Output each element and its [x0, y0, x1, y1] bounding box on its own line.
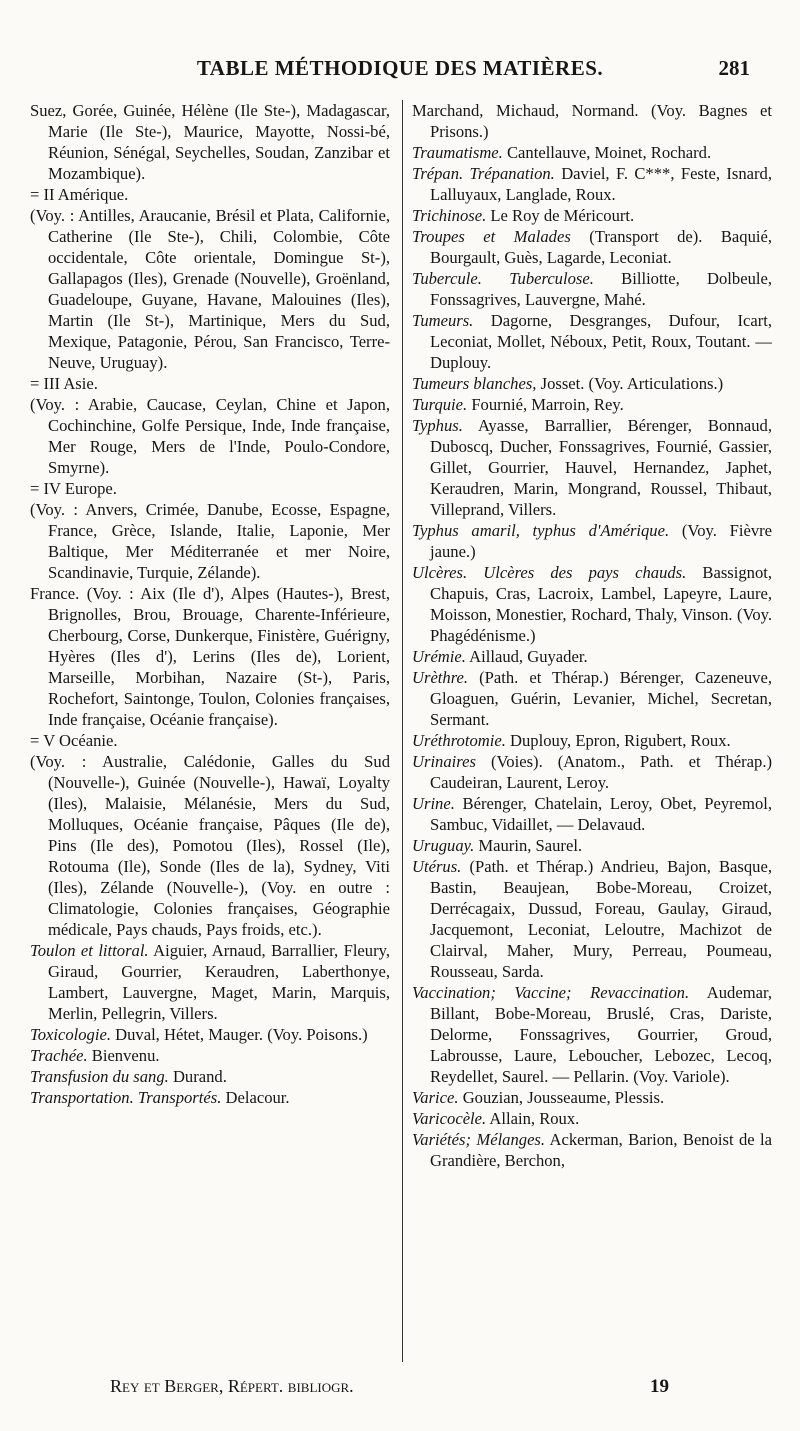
index-entry [412, 142, 772, 163]
entry-topic: Urine. [412, 794, 455, 813]
entry-text: Aiguier, Arnaud, Barrallier, Fleury, Giraud, Gourrier, Keraudren, Laberthonye, Lambert, Lauvergne, Maget, Marin, Marquis, Merlin, Pellegrin, Villers. [48, 941, 390, 1023]
index-entry [30, 940, 390, 1024]
entry-topic: Varice. [412, 1088, 459, 1107]
entry-text: Ayasse, Barrallier, Bérenger, Bonnaud, Duboscq, Ducher, Fonssagrives, Fournié, Gassier, Gillet, Gourrier, Hauvel, Hernandez, Japhet, Keraudren, Marin, Mongrand, Roussel, Thibaut, Villeprand, Villers. [430, 416, 772, 519]
entry-topic: Variétés; Mélanges. [412, 1130, 546, 1149]
entry-topic: Toulon et littoral. [30, 941, 149, 960]
index-entry [30, 100, 390, 184]
entry-text: Allain, Roux. [489, 1109, 580, 1128]
index-entry [30, 1087, 390, 1108]
entry-text: Duplouy, Epron, Rigubert, Roux. [510, 731, 731, 750]
entry-text: Ackerman, Barion, Benoist de la Grandière, Berchon, [430, 1130, 772, 1170]
right-column [412, 100, 772, 1365]
index-entry [412, 415, 772, 520]
entry-text: Daviel, F. C***, Feste, Isnard, Lalluyaux, Langlade, Roux. [430, 164, 772, 204]
page-number: 281 [718, 56, 750, 80]
index-entry [412, 730, 772, 751]
entry-topic: Urinaires [412, 752, 476, 771]
entry-topic: Typhus amaril, typhus d'Amérique. [412, 521, 670, 540]
index-entry [412, 667, 772, 730]
index-entry [30, 583, 390, 730]
entry-text: (Voy. : Anvers, Crimée, Danube, Ecosse, Espagne, France, Grèce, Islande, Italie, Laponie, Mer Baltique, Mer Méditerranée et mer Noire, Scandinavie, Turquie, Zélande). [30, 500, 390, 582]
entry-text: = IV Europe. [30, 479, 117, 498]
entry-topic: Varicocèle. [412, 1109, 487, 1128]
entry-topic: Trachée. [30, 1046, 88, 1065]
entry-text: Marchand, Michaud, Normand. (Voy. Bagnes et Prisons.) [412, 101, 772, 141]
entry-topic: Troupes et Malades [412, 227, 571, 246]
left-column [30, 100, 390, 1365]
index-entry [412, 310, 772, 373]
entry-text: Maurin, Saurel. [478, 836, 583, 855]
index-entry [30, 730, 390, 751]
index-entry [30, 499, 390, 583]
entry-topic: Tubercule. Tuberculose. [412, 269, 594, 288]
index-entry [412, 1129, 772, 1171]
entry-text: Josset. (Voy. Articulations.) [540, 374, 724, 393]
index-columns [30, 100, 775, 1370]
entry-topic: Vaccination; Vaccine; Revaccination. [412, 983, 690, 1002]
entry-text: France. (Voy. : Aix (Ile d'), Alpes (Hautes-), Brest, Brignolles, Brou, Brouage, Charente-Inférieure, Cherbourg, Corse, Dunkerque, Finistère, Guérigny, Hyères (Iles d'), Lerins (Iles de), Lorient, Marseille, Morbihan, Nazaire (St-), Paris, Rochefort, Saintonge, Toulon, Colonies françaises, Inde française, Océanie française). [30, 584, 390, 729]
entry-text: Audemar, Billant, Bobe-Moreau, Bruslé, Cras, Dariste, Delorme, Fonssagrives, Gourrier, Groud, Labrousse, Laure, Leboucher, Lebozec, Lecoq, Reydellet, Saurel. — Pellarin. (Voy. Variole). [430, 983, 772, 1086]
index-entry [412, 373, 772, 394]
entry-text: Bérenger, Chatelain, Leroy, Obet, Peyremol, Sambuc, Vidaillet, — Delavaud. [430, 794, 772, 834]
index-entry [30, 373, 390, 394]
entry-topic: Transfusion du sang. [30, 1067, 169, 1086]
entry-text: Le Roy de Méricourt. [490, 206, 635, 225]
index-entry [30, 1045, 390, 1066]
entry-topic: Transportation. Transportés. [30, 1088, 222, 1107]
entry-text: (Path. et Thérap.) Bérenger, Cazeneuve, Gloaguen, Guérin, Levanier, Michel, Secretan, Sermant. [430, 668, 772, 729]
entry-topic: Tumeurs blanches, [412, 374, 537, 393]
entry-text: (Voies). (Anatom., Path. et Thérap.) Caudeiran, Laurent, Leroy. [430, 752, 772, 792]
index-entry [412, 226, 772, 268]
entry-topic: Turquie. [412, 395, 468, 414]
entry-text: = II Amérique. [30, 185, 129, 204]
entry-text: Delacour. [225, 1088, 290, 1107]
entry-topic: Urémie. [412, 647, 466, 666]
index-entry [412, 562, 772, 646]
entry-topic: Traumatisme. [412, 143, 503, 162]
entry-topic: Trichinose. [412, 206, 487, 225]
index-entry [412, 751, 772, 793]
index-entry [412, 205, 772, 226]
index-entry [30, 478, 390, 499]
entry-text: = V Océanie. [30, 731, 118, 750]
index-entry [412, 163, 772, 205]
entry-topic: Toxicologie. [30, 1025, 111, 1044]
entry-text: (Path. et Thérap.) Andrieu, Bajon, Basque, Bastin, Beaujean, Bobe-Moreau, Croizet, Derrécagaix, Dussud, Foreau, Gaulay, Giraud, Jacquemont, Leconiat, Leloutre, Machizot de Clairval, Maher, Mury, Perreau, Poumeau, Rousseau, Sarda. [430, 857, 772, 981]
index-entry [412, 520, 772, 562]
page-footer [30, 1376, 760, 1404]
entry-text: Duval, Hétet, Mauger. (Voy. Poisons.) [115, 1025, 368, 1044]
entry-text: Durand. [172, 1067, 227, 1086]
index-entry [30, 1024, 390, 1045]
entry-text: Dagorne, Desgranges, Dufour, Icart, Leconiat, Mollet, Néboux, Petit, Roux, Toutant. — Duplouy. [430, 311, 772, 372]
entry-text: Bienvenu. [91, 1046, 160, 1065]
entry-text: Cantellauve, Moinet, Rochard. [506, 143, 712, 162]
index-entry [412, 1087, 772, 1108]
index-entry [412, 646, 772, 667]
index-entry [412, 268, 772, 310]
index-entry [30, 205, 390, 373]
footer-source: Rey et Berger, Répert. bibliogr. [110, 1376, 354, 1396]
entry-topic: Urèthre. [412, 668, 469, 687]
index-entry [30, 184, 390, 205]
page-title: TABLE MÉTHODIQUE DES MATIÈRES. [196, 56, 604, 80]
entry-topic: Ulcères. Ulcères des pays chauds. [412, 563, 687, 582]
footer-signature: 19 [650, 1376, 669, 1397]
entry-topic: Typhus. [412, 416, 463, 435]
index-entry [412, 793, 772, 835]
entry-text: (Voy. : Arabie, Caucase, Ceylan, Chine et Japon, Cochinchine, Golfe Persique, Inde, Inde française, Mer Rouge, Mers de l'Inde, Poulo-Condore, Smyrne). [30, 395, 390, 477]
entry-text: Bassignot, Chapuis, Cras, Lacroix, Lambel, Lapeyre, Laure, Moisson, Monestier, Rochard, Thaly, Vinson. (Voy. Phagédénisme.) [430, 563, 772, 645]
entry-topic: Uruguay. [412, 836, 475, 855]
entry-text: Suez, Gorée, Guinée, Hélène (Ile Ste-), Madagascar, Marie (Ile Ste-), Maurice, Mayotte, Nossi-bé, Réunion, Sénégal, Seychelles, Soudan, Zanzibar et Mozambique). [30, 101, 390, 183]
index-entry [412, 982, 772, 1087]
entry-topic: Tumeurs. [412, 311, 474, 330]
entry-topic: Trépan. Trépanation. [412, 164, 555, 183]
index-entry [30, 751, 390, 940]
index-entry [412, 835, 772, 856]
index-entry [412, 856, 772, 982]
entry-text: (Voy. Fièvre jaune.) [430, 521, 772, 561]
entry-text: (Voy. : Australie, Calédonie, Galles du Sud (Nouvelle-), Guinée (Nouvelle-), Hawaï, Loyalty (Iles), Malaisie, Mélanésie, Mers du Sud, Molluques, Océanie française, Pâques (Ile de), Pins (Ile des), Pomotou (Iles), Rossel (Ile), Rotouma (Ile), Sonde (Iles de la), Sydney, Viti (Iles), Zélande (Nouvelle-), (Voy. en outre : Climatologie, Colonies françaises, Géographie médicale, Pays chauds, Pays froids, etc.). [30, 752, 390, 939]
entry-text: Billiotte, Dolbeule, Fonssagrives, Lauvergne, Mahé. [430, 269, 772, 309]
entry-topic: Utérus. [412, 857, 462, 876]
entry-text: (Transport de). Baquié, Bourgault, Guès, Lagarde, Leconiat. [430, 227, 772, 267]
entry-text: (Voy. : Antilles, Araucanie, Brésil et Plata, Californie, Catherine (Ile Ste-), Chili, Colombie, Côte occidentale, Côte orientale, Domingue St-), Gallapagos (Iles), Grenade (Nouvelle), Groënland, Guadeloupe, Guyane, Havane, Malouines (Iles), Martin (Ile St-), Martinique, Mers du Sud, Mexique, Patagonie, Pérou, San Francisco, Terre-Neuve, Uruguay). [30, 206, 390, 372]
index-entry [30, 1066, 390, 1087]
index-entry [412, 1108, 772, 1129]
index-entry [412, 394, 772, 415]
page-header [40, 56, 760, 86]
index-entry [412, 100, 772, 142]
entry-topic: Uréthrotomie. [412, 731, 506, 750]
index-entry [30, 394, 390, 478]
entry-text: Fournié, Marroin, Rey. [471, 395, 624, 414]
entry-text: Gouzian, Jousseaume, Plessis. [462, 1088, 665, 1107]
entry-text: = III Asie. [30, 374, 98, 393]
column-divider [402, 100, 403, 1362]
entry-text: Aillaud, Guyader. [469, 647, 588, 666]
